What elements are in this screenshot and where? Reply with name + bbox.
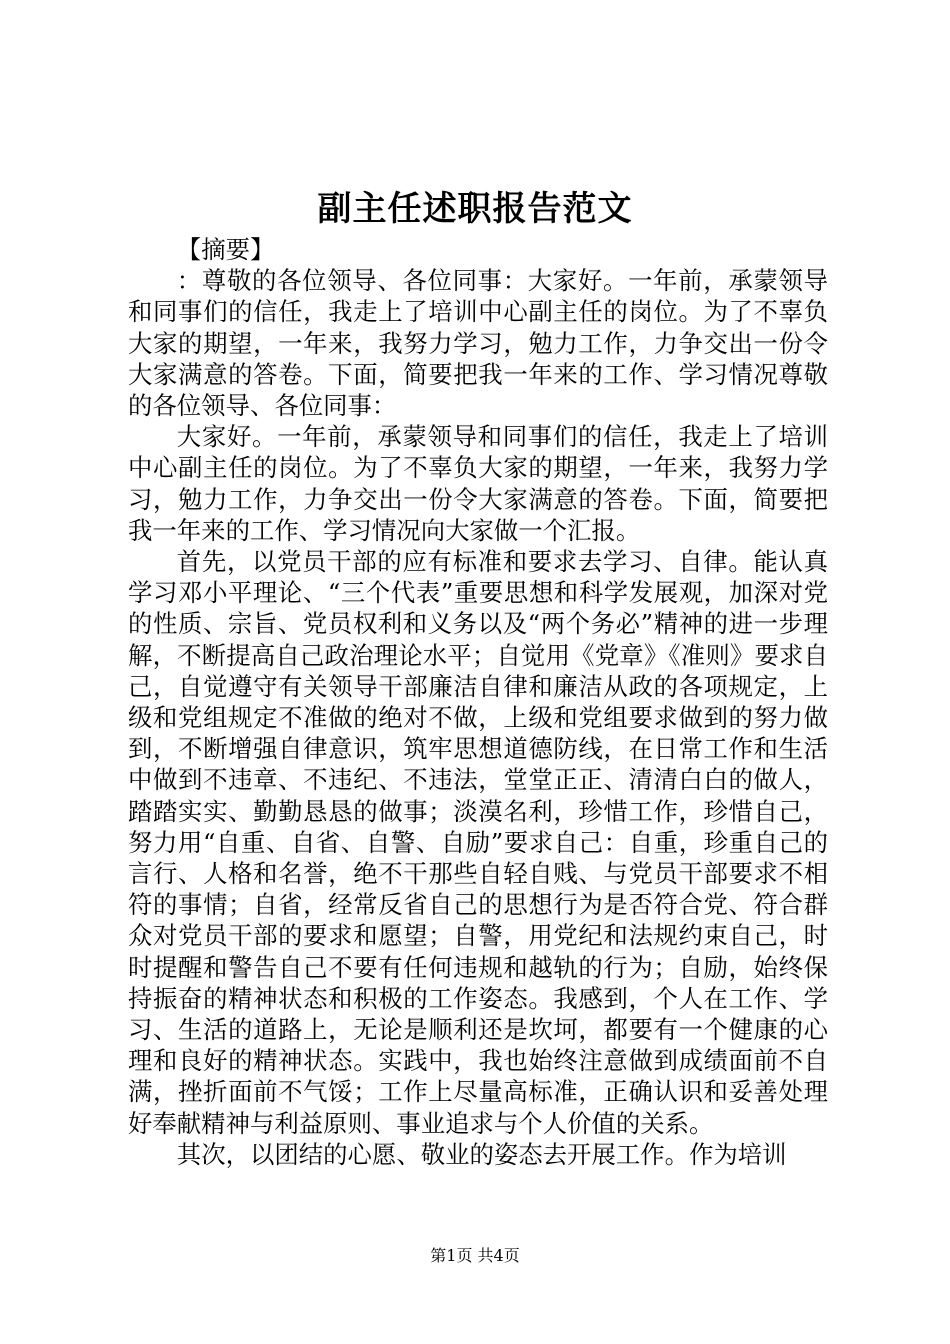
abstract-heading: 【摘要】 [176, 235, 275, 264]
body-paragraph: 大家好。一年前，承蒙领导和同事们的信任，我走上了培训中心副主任的岗位。为了不辜负大家的期望，一年来，我努力学习，勉力工作，力争交出一份令大家满意的答卷。下面，简要把我一年来的工作、学习情况向大家做一个汇报。 [128, 422, 828, 545]
body-paragraph: ：尊敬的各位领导、各位同事：大家好。一年前，承蒙领导和同事们的信任，我走上了培训中心副主任的岗位。为了不辜负大家的期望，一年来，我努力学习，勉力工作，力争交出一份令大家满意的答卷。下面，简要把我一年来的工作、学习情况尊敬的各位领导、各位同事： [128, 266, 828, 421]
page-number-footer: 第1页 共4页 [430, 1246, 520, 1265]
document-body [128, 234, 828, 1170]
body-paragraph: 首先，以党员干部的应有标准和要求去学习、自律。能认真学习邓小平理论、“三个代表”重要思想和科学发展观，加深对党的性质、宗旨、党员权利和义务以及“两个务必”精神的进一步理解，不断提高自己政治理论水平；自觉用《党章》《准则》要求自己，自觉遵守有关领导干部廉洁自律和廉洁从政的各项规定，上级和党组规定不准做的绝对不做，上级和党组要求做到的努力做到，不断增强自律意识，筑牢思想道德防线，在日常工作和生活中做到不违章、不违纪、不违法，堂堂正正、清清白白的做人，踏踏实实、勤勤恳恳的做事；淡漠名利，珍惜工作，珍惜自己，努力用“自重、自省、自警、自励”要求自己：自重，珍重自己的言行、人格和名誉，绝不干那些自轻自贱、与党员干部要求不相符的事情；自省，经常反省自己的思想行为是否符合党、符合群众对党员干部的要求和愿望；自警，用党纪和法规约束自己，时时提醒和警告自己不要有任何违规和越轨的行为；自励，始终保持振奋的精神状态和积极的工作姿态。我感到，个人在工作、学习、生活的道路上，无论是顺利还是坎坷，都要有一个健康的心理和良好的精神状态。实践中，我也始终注意做到成绩面前不自满，挫折面前不气馁；工作上尽量高标准，正确认识和妥善处理好奉献精神与利益原则、事业追求与个人价值的关系。 [128, 547, 828, 1138]
document-title: 副主任述职报告范文 [317, 189, 633, 229]
body-paragraph: 其次，以团结的心愿、敬业的姿态去开展工作。作为培训 [176, 1139, 787, 1169]
